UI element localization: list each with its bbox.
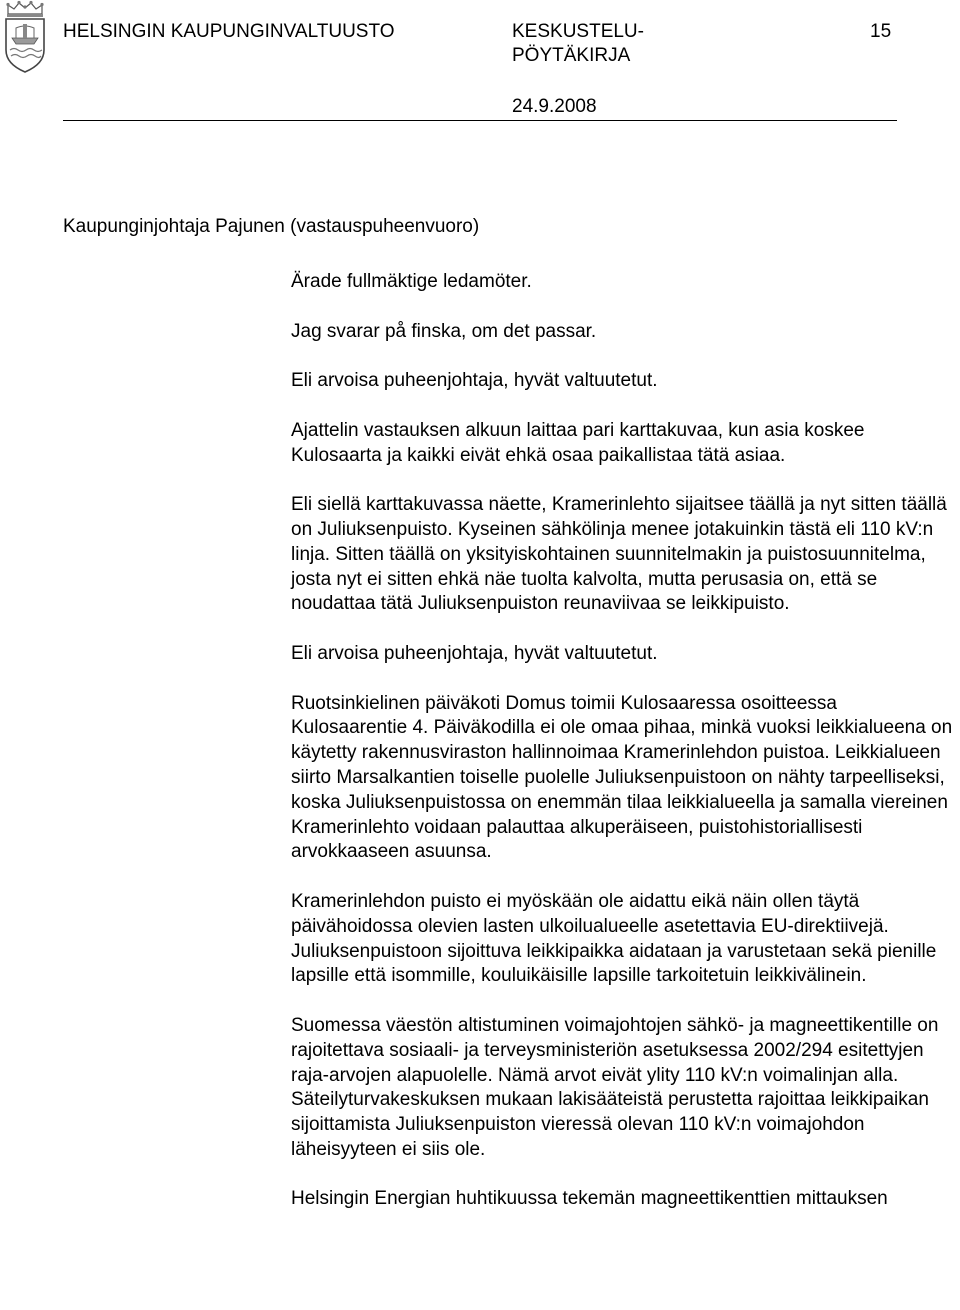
paragraph: Suomessa väestön altistuminen voimajohtojen sähkö- ja magneettikentille on rajoitettava sosiaali- ja terveysministeriön asetuksessa 2002/294 esitettyjen raja-arvojen alapuolelle. Nämä arvot eivät ylity 110 kV:n voimalinjan alla. Säteilyturvakeskuksen mukaan lakisääteistä perustetta rajoittaa leikkipaikan sijoittamista Juliuksenpuiston vieressä olevan 110 kV:n voimajohdon läheisyyteen ei siis ole.: [291, 1014, 939, 1160]
paragraph: Ruotsinkielinen päiväkoti Domus toimii Kulosaaressa osoitteessa Kulosaarentie 4. Päiväkodilla ei ole omaa pihaa, minkä vuoksi leikkialueena on käytetty rakennusviraston hallinnoimaa Kramerinlehdon puistoa. Leikkialueen siirto Marsalkantien toiselle puolelle Juliuksenpuistoon on nähty tarpeelliseksi, koska Juliuksenpuistossa on enemmän tilaa leikkialueella ja samalla viereinen Kramerinlehto voidaan palauttaa alkuperäiseen, puistohistoriallisesti arvokkaaseen asuunsa.: [291, 692, 953, 863]
page-number: 15: [870, 21, 892, 42]
document-type-line2: PÖYTÄKIRJA: [512, 45, 631, 66]
paragraph: Eli siellä karttakuvassa näette, Kramerinlehto sijaitsee täällä ja nyt sitten täällä on Juliuksenpuisto. Kyseinen sähkölinja menee jotakuinkin tästä eli 110 kV:n linja. Sitten täällä on yksityiskohtainen suunnitelmakin ja puistosuunnitelma, josta nyt ei sitten ehkä näe tuolta kalvolta, mutta perusasia on, että se noudattaa tätä Juliuksenpuiston reunaviivaa se leikkipuisto.: [291, 494, 947, 615]
paragraph: Helsingin Energian huhtikuussa tekemän magneettikenttien mittauksen: [291, 1188, 888, 1210]
paragraph: Ärade fullmäktige ledamöter.: [291, 271, 532, 292]
helsinki-crest-icon: [2, 0, 48, 74]
document-date: 24.9.2008: [512, 96, 597, 117]
organization-name: HELSINGIN KAUPUNGINVALTUUSTO: [63, 21, 395, 42]
paragraph: Eli arvoisa puheenjohtaja, hyvät valtuutetut.: [291, 642, 658, 664]
speech-body: [291, 270, 956, 1212]
paragraph: Ajattelin vastauksen alkuun laittaa pari karttakuvaa, kun asia koskee Kulosaarta ja kaikki eivät ehkä osaa paikallistaa tätä asiaa.: [291, 419, 865, 466]
paragraph: Eli arvoisa puheenjohtaja, hyvät valtuutetut.: [291, 370, 658, 392]
document-type: [512, 20, 644, 68]
paragraph: Kramerinlehdon puisto ei myöskään ole aidattu eikä näin ollen täytä päivähoidossa olevien lasten ulkoilualueelle asetettavia EU-direktiivejä. Juliuksenpuistoon sijoittuva leikkipaikka aidataan ja varustetaan sekä pienille lapsille että isommille, kouluikäisille lapsille tarkoitetuin leikkivälinein.: [291, 890, 937, 987]
document-type-line1: KESKUSTELU-: [512, 21, 644, 42]
paragraph: Jag svarar på finska, om det passar.: [291, 320, 597, 342]
header-divider: [63, 120, 897, 121]
speaker-heading: Kaupunginjohtaja Pajunen (vastauspuheenvuoro): [63, 216, 480, 237]
